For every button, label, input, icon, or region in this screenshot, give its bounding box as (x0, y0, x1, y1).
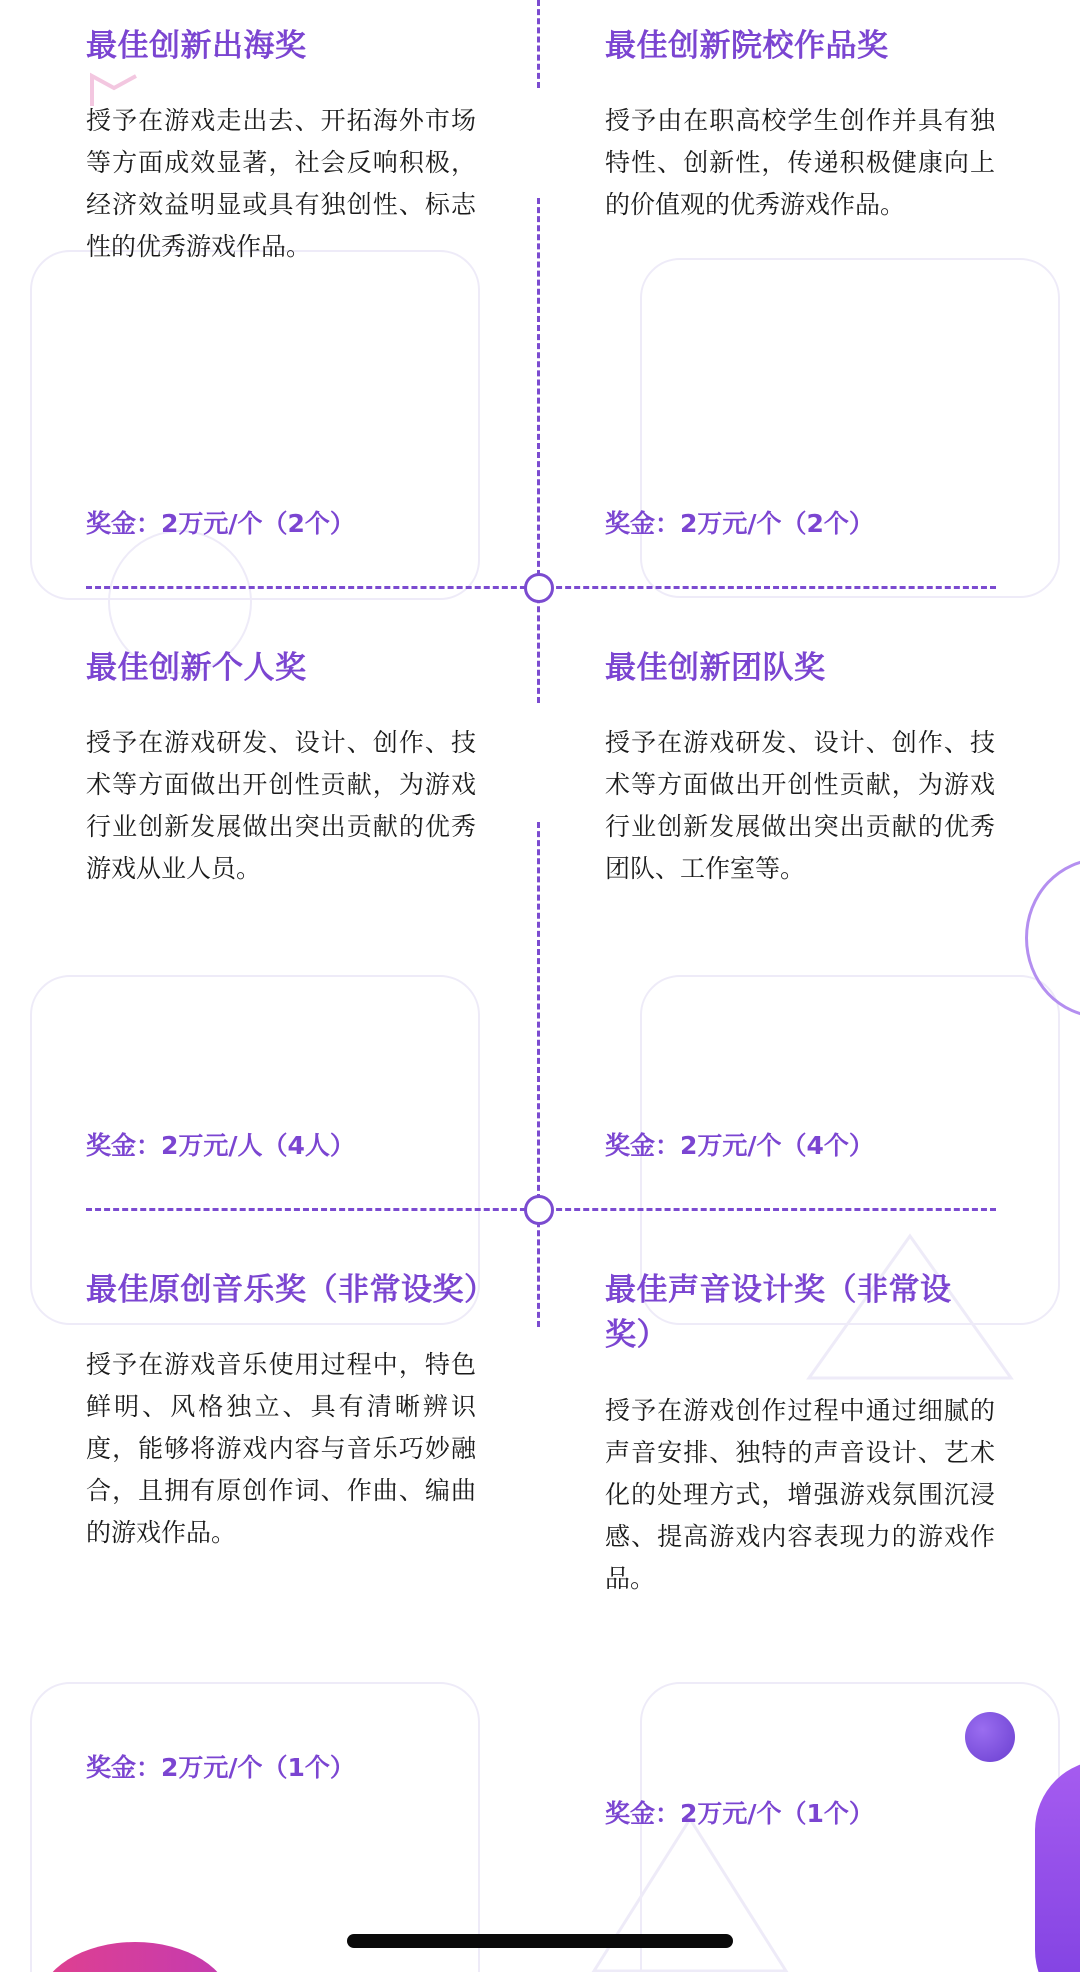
award-description: 授予在游戏音乐使用过程中，特色鲜明、风格独立、具有清晰辨识度，能够将游戏内容与音乐巧妙融合，且拥有原创作词、作曲、编曲的游戏作品。 (86, 1350, 476, 1547)
award-title: 最佳创新团队奖 (605, 650, 826, 686)
award-title: 最佳原创音乐奖（非常设奖） (86, 1272, 496, 1308)
home-indicator[interactable] (347, 1934, 733, 1948)
divider-node (524, 573, 554, 603)
divider-node (524, 1195, 554, 1225)
award-title: 最佳创新出海奖 (86, 28, 307, 64)
award-description: 授予在游戏研发、设计、创作、技术等方面做出开创性贡献，为游戏行业创新发展做出突出贡献的优秀团队、工作室等。 (605, 728, 995, 883)
award-prize: 奖金：2万元/个（2个） (605, 509, 874, 538)
award-prize: 奖金：2万元/个（4个） (605, 1131, 874, 1160)
award-prize: 奖金：2万元/个（1个） (86, 1753, 355, 1782)
decor-ball (965, 1712, 1015, 1762)
award-title: 最佳声音设计奖（非常设奖） (605, 1272, 952, 1353)
award-prize: 奖金：2万元/人（4人） (86, 1131, 355, 1160)
decor-card (30, 1682, 480, 1972)
award-description: 授予由在职高校学生创作并具有独特性、创新性，传递积极健康向上的价值观的优秀游戏作品。 (605, 106, 995, 219)
award-prize: 奖金：2万元/个（1个） (605, 1799, 874, 1828)
award-title: 最佳创新个人奖 (86, 650, 307, 686)
award-description: 授予在游戏研发、设计、创作、技术等方面做出开创性贡献，为游戏行业创新发展做出突出贡献的优秀游戏从业人员。 (86, 728, 476, 883)
vertical-divider (537, 0, 540, 88)
award-description: 授予在游戏创作过程中通过细腻的声音安排、独特的声音设计、艺术化的处理方式，增强游戏氛围沉浸感、提高游戏内容表现力的游戏作品。 (605, 1396, 995, 1593)
decor-card (640, 258, 1060, 598)
vertical-divider (537, 198, 540, 703)
award-description: 授予在游戏走出去、开拓海外市场等方面成效显著，社会反响积极，经济效益明显或具有独创性、标志性的优秀游戏作品。 (86, 106, 476, 261)
award-title: 最佳创新院校作品奖 (605, 28, 889, 64)
award-prize: 奖金：2万元/个（2个） (86, 509, 355, 538)
decor-card (30, 250, 480, 600)
decor-triangle (590, 1815, 790, 1972)
vertical-divider (537, 822, 540, 1327)
